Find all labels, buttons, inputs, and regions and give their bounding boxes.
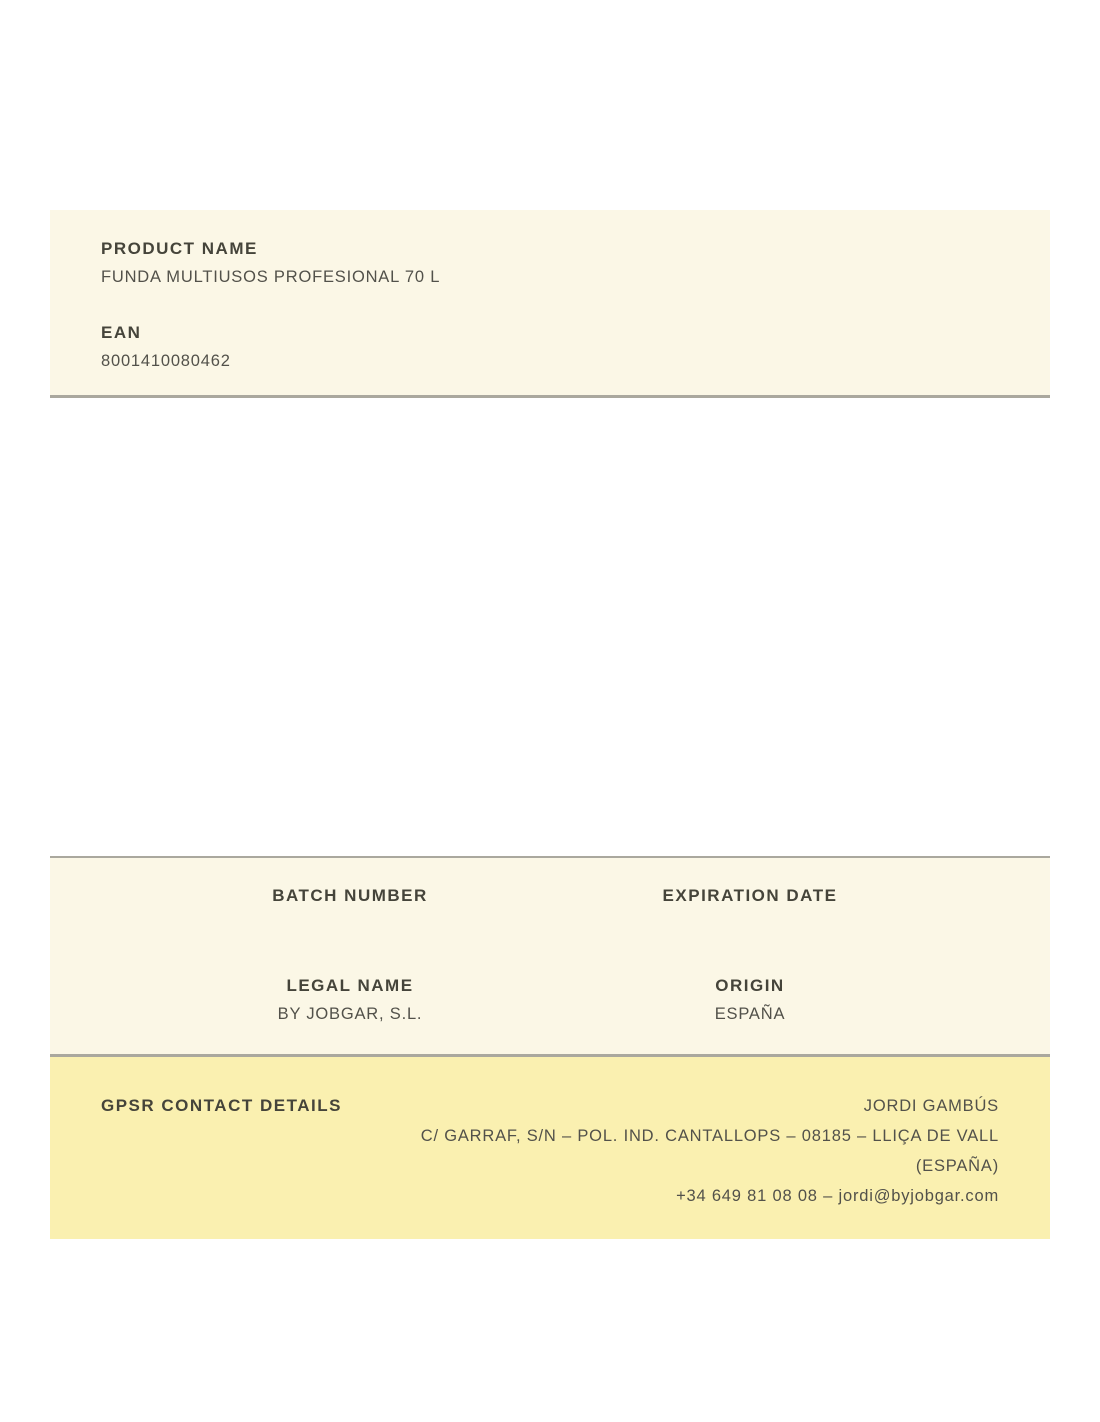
gpsr-contact-block bbox=[342, 1091, 999, 1211]
batch-number-field bbox=[150, 886, 550, 934]
product-name-label: PRODUCT NAME bbox=[101, 239, 258, 258]
origin-value: ESPAÑA bbox=[714, 1005, 786, 1023]
origin-label: ORIGIN bbox=[715, 976, 785, 995]
gpsr-contact-section bbox=[50, 1057, 1050, 1239]
expiration-date-value bbox=[550, 914, 950, 934]
batch-number-value bbox=[150, 914, 550, 934]
batch-origin-section bbox=[50, 856, 1050, 1057]
gpsr-contact-name: JORDI GAMBÚS bbox=[863, 1097, 999, 1115]
product-section bbox=[50, 210, 1050, 398]
product-name-value: FUNDA MULTIUSOS PROFESIONAL 70 L bbox=[101, 268, 441, 286]
gpsr-contact-address: C/ GARRAF, S/N – POL. IND. CANTALLOPS – 08185 – LLIÇA DE VALL (ESPAÑA) bbox=[420, 1127, 999, 1175]
legal-name-value: BY JOBGAR, S.L. bbox=[277, 1005, 423, 1023]
content-gap bbox=[0, 398, 1100, 856]
batch-number-label: BATCH NUMBER bbox=[272, 886, 428, 905]
gpsr-contact-label: GPSR CONTACT DETAILS bbox=[101, 1096, 342, 1115]
expiration-date-field bbox=[550, 886, 950, 934]
batch-legal-column bbox=[150, 886, 550, 1024]
ean-field bbox=[101, 323, 999, 371]
ean-value: 8001410080462 bbox=[101, 352, 231, 370]
product-name-field bbox=[101, 239, 999, 287]
expiration-date-label: EXPIRATION DATE bbox=[662, 886, 838, 905]
legal-name-field bbox=[150, 976, 550, 1024]
ean-label: EAN bbox=[101, 323, 142, 342]
legal-name-label: LEGAL NAME bbox=[286, 976, 414, 995]
origin-field bbox=[550, 976, 950, 1024]
expiration-origin-column bbox=[550, 886, 950, 1024]
gpsr-contact-phone-email: +34 649 81 08 08 – jordi@byjobgar.com bbox=[676, 1187, 999, 1205]
